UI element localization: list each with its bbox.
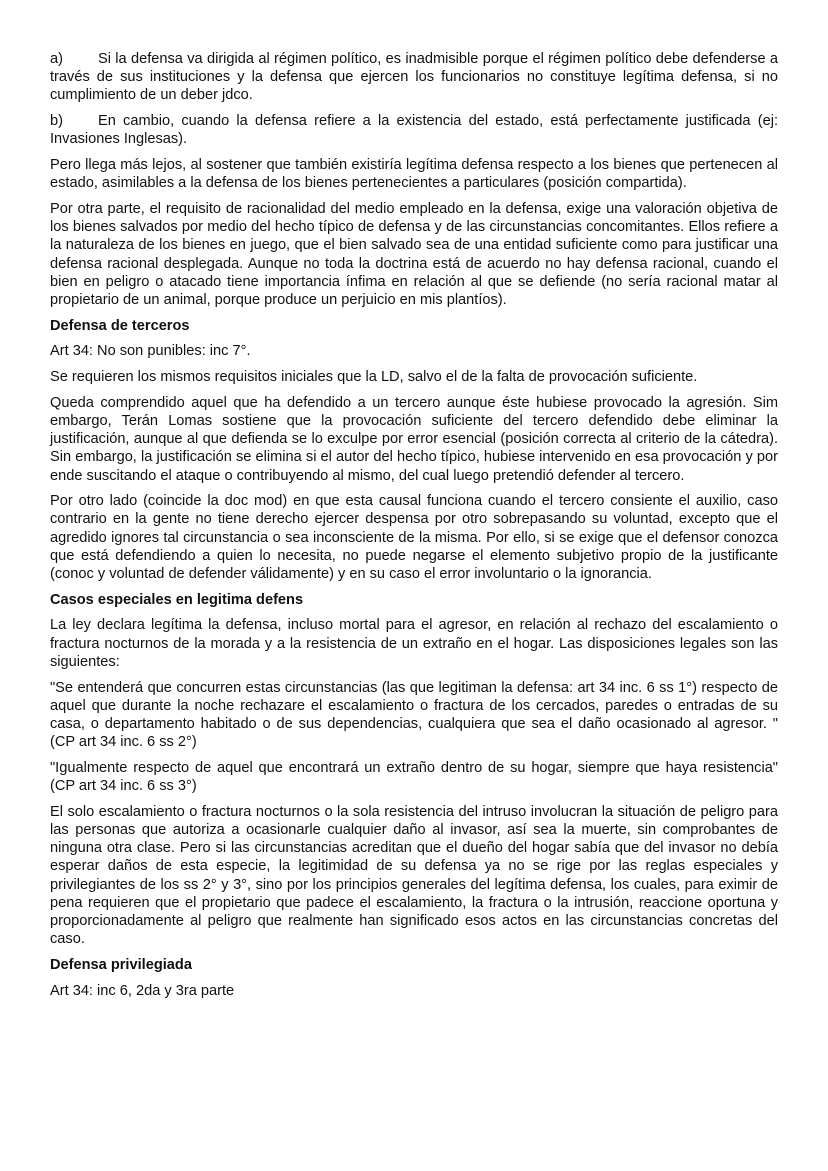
paragraph: Por otra parte, el requisito de racionalidad del medio empleado en la defensa, exige una valoración objetiva de los bienes salvados por medio del hecho típico de defensa y de las circunstancias concomitantes. Ellos refiere a la naturaleza de los bienes en juego, que el bien salvado sea de una entidad suficiente como para justificar una defensa racional desplegada. Aunque no toda la doctrina está de acuerdo no hay defensa racional, cuando el bien en peligro o atacado tiene importancia ínfima en relación al que se defiende (no sería racional matar al propietario de un animal, porque produce un perjuicio en mis plantíos).	[50, 200, 778, 308]
paragraph: Art 34: inc 6, 2da y 3ra parte	[50, 982, 235, 999]
paragraph: "Igualmente respecto de aquel que encontrará un extraño dentro de su hogar, siempre que haya resistencia" (CP art 34 inc. 6 ss 3°)	[50, 759, 778, 795]
paragraph: El solo escalamiento o fractura nocturnos o la sola resistencia del intruso involucran la situación de peligro para las personas que autoriza a ocasionarle cualquier daño al invasor, así sea la muerte, sin comprobantes de ninguna otra clase. Pero si las circunstancias acreditan que el dueño del hogar sabía que del invasor no debía esperar daños de esta especie, la legitimidad de su defensa ya no se rige por las reglas especiales y privilegiantes de los ss 2° y 3°, sino por los principios generales del legítima defensa, los cuales, para eximir de pena requieren que el propietario que padece el escalamiento, la fractura o la intrusión, reaccione oportuna y proporcionadamente al peligro que realmente han significado esos actos en las circunstancias concretas del caso.	[50, 803, 778, 948]
section-heading: Defensa privilegiada	[50, 956, 192, 973]
list-item-b	[50, 112, 778, 148]
list-item-text: Si la defensa va dirigida al régimen político, es inadmisible porque el régimen político debe defenderse a través de sus instituciones y la defensa que ejercen los funcionarios no constituye legítima defensa, si no cumplimiento de un deber jdco.	[50, 51, 778, 104]
list-item-label: b)	[50, 113, 63, 130]
list-item-label: a)	[50, 51, 63, 67]
paragraph: Pero llega más lejos, al sostener que también existiría legítima defensa respecto a los bienes que pertenecen al estado, asimilables a la defensa de los bienes pertenecientes a particulares (posición compartida).	[50, 157, 778, 192]
paragraph: Por otro lado (coincide la doc mod) en que esta causal funciona cuando el tercero consiente el auxilio, caso contrario en la gente no tiene derecho ejercer despensa por otro sobrepasando su voluntad, excepto que el agredido ignores tal circunstancia o sea inconsciente de la misma. Por ello, si se exige que el defensor conozca que está defendiendo a quien lo necesita, no puede negarse el elemento subjetivo propio de la justificante (conoc y voluntad de defender válidamente) y en su caso el error involuntario o la ignorancia.	[50, 493, 778, 583]
paragraph: La ley declara legítima la defensa, incluso mortal para el agresor, en relación al rechazo del escalamiento o fractura nocturnos de la morada y a la resistencia de un extraño en el hogar. Las disposiciones legales son las siguientes:	[50, 617, 778, 670]
list-item-text: En cambio, cuando la defensa refiere a la existencia del estado, está perfectamente justificada (ej: Invasiones Inglesas).	[50, 113, 778, 148]
section-heading: Defensa de terceros	[50, 317, 190, 334]
list-item-a	[50, 50, 778, 105]
paragraph: Se requieren los mismos requisitos iniciales que la LD, salvo el de la falta de provocación suficiente.	[50, 369, 698, 386]
paragraph: Queda comprendido aquel que ha defendido a un tercero aunque éste hubiese provocado la agresión. Sim embargo, Terán Lomas sostiene que la provocación suficiente del tercero defendido debe eliminar la justificación, aunque al que defienda se lo exculpe por error esencial (posición correcta al criterio de la cátedra). Sin embargo, la justificación se elimina si el autor del hecho típico, hubiese intervenido en esa provocación y por ende suscitando el ataque o contribuyendo al mismo, del cual luego pretendió defender al tercero.	[50, 394, 778, 484]
section-heading: Casos especiales en legitima defens	[50, 591, 304, 608]
paragraph: "Se entenderá que concurren estas circunstancias (las que legitiman la defensa: art 34 inc. 6 ss 1°) respecto de aquel que durante la noche rechazare el escalamiento o fractura de los cercados, paredes o entradas de su casa, o departamento habitado o de sus dependencias, cualquiera que sea el daño ocasionado al agresor. " (CP art 34 inc. 6 ss 2°)	[50, 679, 778, 751]
paragraph: Art 34: No son punibles: inc 7°.	[50, 343, 251, 360]
